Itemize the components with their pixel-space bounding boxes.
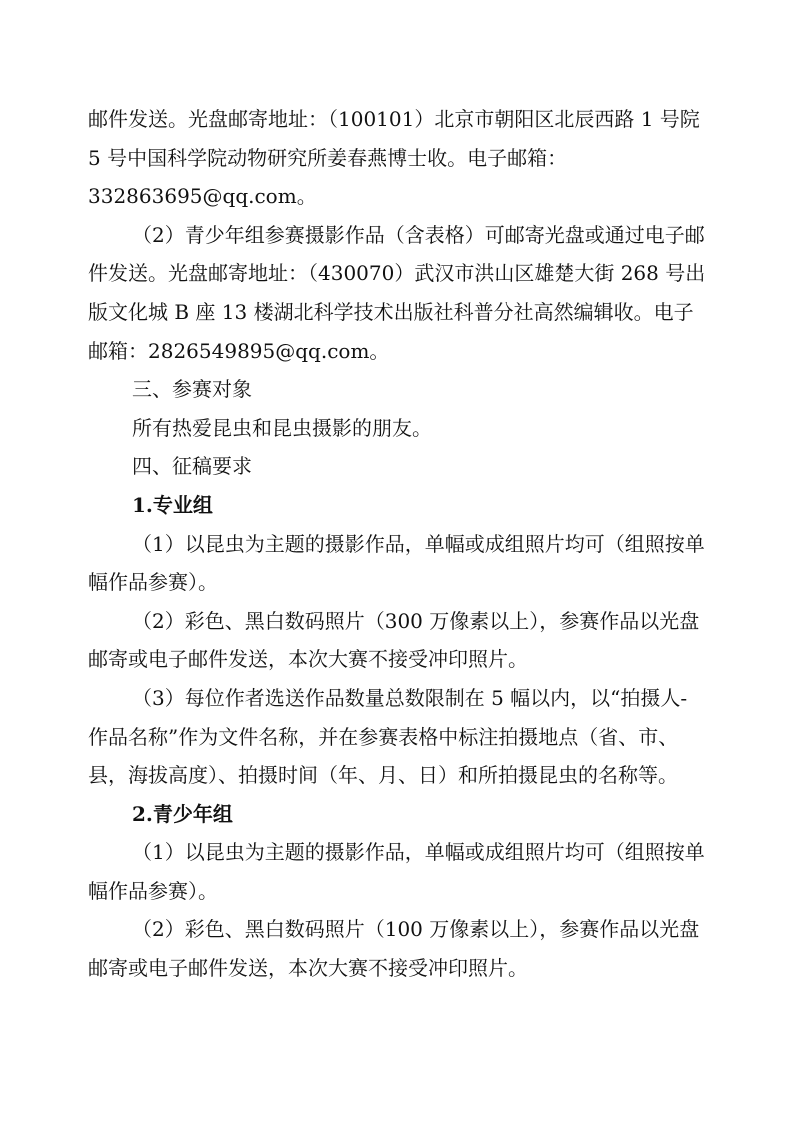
body-paragraph-pro-limit: （3）每位作者选送作品数量总数限制在 5 幅以内，以“拍摄人-作品名称”作为文件名称，并在参赛表格中标注拍摄地点（省、市、县，海拔高度）、拍摄时间（年、月、日）和所拍摄昆虫的名称等。 <box>88 685 688 788</box>
section-heading-requirements: 四、征稿要求 <box>132 454 252 479</box>
subheading-professional-group: 1.专业组 <box>132 492 213 517</box>
body-paragraph-participants: 所有热爱昆虫和昆虫摄影的朋友。 <box>132 415 432 440</box>
body-paragraph-pro-theme: （1）以昆虫为主题的摄影作品，单幅或成组照片均可（组照按单幅作品参赛）。 <box>88 531 705 595</box>
section-heading-participants: 三、参赛对象 <box>132 377 252 402</box>
body-paragraph-youth-theme: （1）以昆虫为主题的摄影作品，单幅或成组照片均可（组照按单幅作品参赛）。 <box>88 840 705 903</box>
body-paragraph-mailing-cas: 邮件发送。光盘邮寄地址：（100101）北京市朝阳区北辰西路 1 号院 5 号中国科学院动物研究所姜春燕博士收。电子邮箱：332863695@qq.com。 <box>88 107 707 209</box>
body-paragraph-youth-submission: （2）青少年组参赛摄影作品（含表格）可邮寄光盘或通过电子邮件发送。光盘邮寄地址：（430070）武汉市洪山区雄楚大街 268 号出版文化城 B 座 13 楼湖北科学技术出版社科普分社高然编辑收。电子邮箱：2826549895@qq.com。 <box>88 222 706 363</box>
subheading-youth-group: 2.青少年组 <box>132 801 233 826</box>
document-page <box>88 100 706 988</box>
body-paragraph-pro-format: （2）彩色、黑白数码照片（300 万像素以上），参赛作品以光盘邮寄或电子邮件发送，本次大赛不接受冲印照片。 <box>88 608 700 672</box>
body-paragraph-youth-format: （2）彩色、黑白数码照片（100 万像素以上），参赛作品以光盘邮寄或电子邮件发送，本次大赛不接受冲印照片。 <box>88 917 700 981</box>
